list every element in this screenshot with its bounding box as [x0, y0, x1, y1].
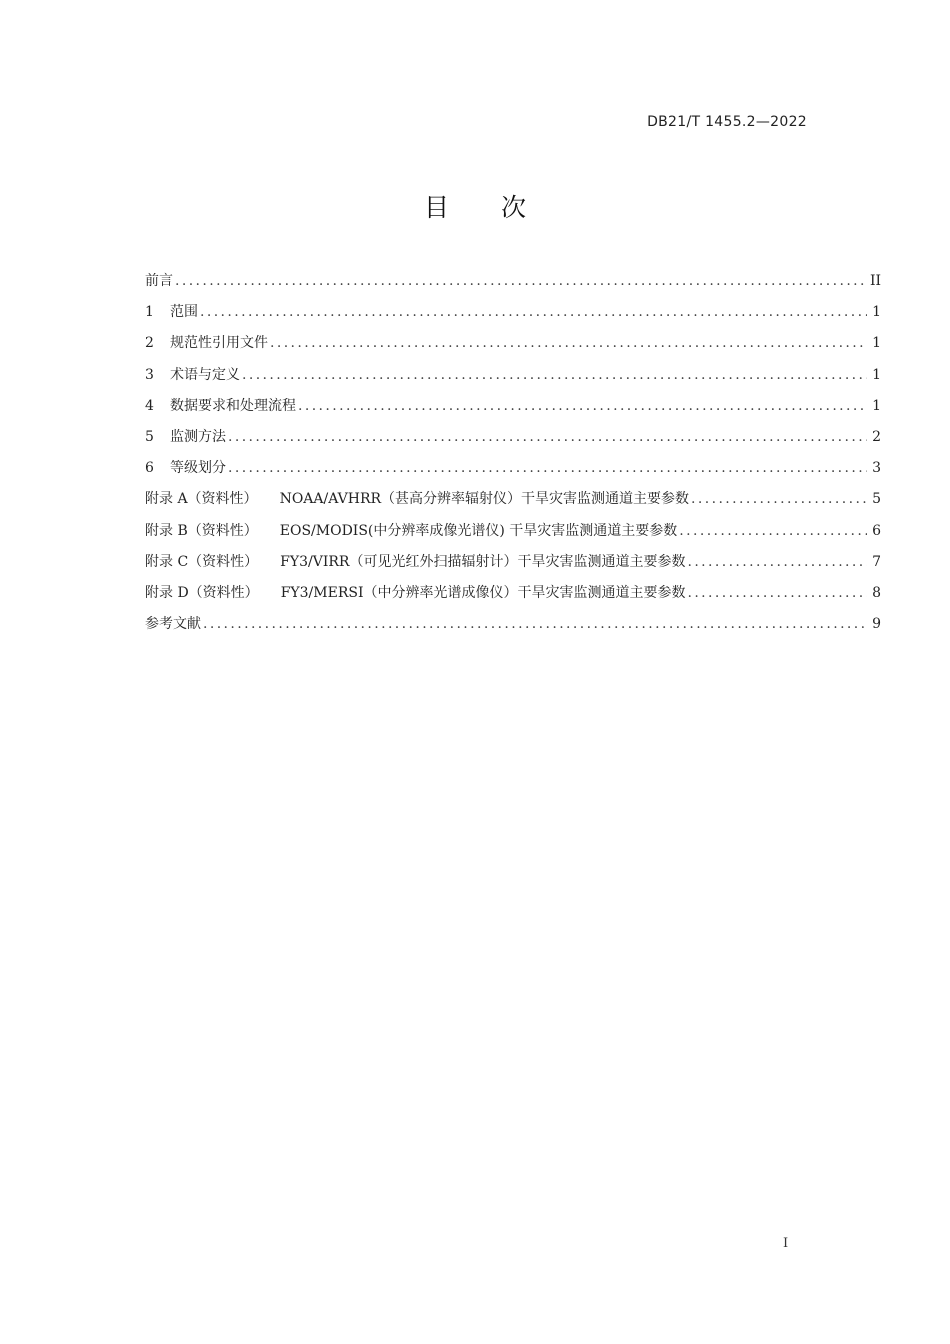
toc-entry-subtitle: NOAA/AVHRR（甚高分辨率辐射仪）干旱灾害监测通道主要参数: [279, 491, 690, 508]
toc-entry-label: 监测方法: [170, 428, 226, 445]
toc-entry-monitoring-methods[interactable]: [145, 422, 881, 453]
toc-entry-scope[interactable]: [145, 297, 881, 328]
toc-entry-label: 附录 D（资料性）: [145, 584, 259, 601]
toc-entry-number: 1: [145, 304, 154, 321]
toc-dot-leader: [687, 578, 867, 609]
toc-entry-number: 3: [145, 366, 154, 383]
toc-dot-leader: [203, 609, 867, 640]
toc-entry-label: 参考文献: [145, 616, 201, 633]
table-of-contents: [145, 266, 881, 640]
toc-dot-leader: [691, 484, 867, 515]
toc-entry-page: 1: [872, 366, 881, 383]
toc-entry-label: 附录 B（资料性）: [145, 522, 258, 539]
toc-entry-number: 5: [145, 428, 154, 445]
toc-dot-leader: [270, 328, 867, 359]
toc-entry-appendix-d[interactable]: [145, 578, 881, 609]
toc-dot-leader: [298, 391, 867, 422]
toc-entry-appendix-b[interactable]: [145, 516, 881, 547]
toc-entry-label: 规范性引用文件: [170, 335, 268, 352]
toc-entry-page: 6: [872, 522, 881, 539]
toc-entry-label: 数据要求和处理流程: [170, 397, 296, 414]
toc-entry-spacer: [258, 547, 280, 578]
toc-entry-page: 9: [872, 616, 881, 633]
toc-entry-page: 1: [872, 397, 881, 414]
toc-entry-label: 附录 A（资料性）: [145, 491, 258, 508]
toc-entry-subtitle: FY3/MERSI（中分辨率光谱成像仪）干旱灾害监测通道主要参数: [280, 584, 686, 601]
toc-entry-normative-references[interactable]: [145, 328, 881, 359]
toc-entry-page: 8: [872, 584, 881, 601]
toc-dot-leader: [687, 547, 867, 578]
toc-entry-foreword[interactable]: [145, 266, 881, 297]
toc-entry-number: 6: [145, 460, 154, 477]
toc-entry-bibliography[interactable]: [145, 609, 881, 640]
toc-entry-appendix-a[interactable]: [145, 484, 881, 515]
toc-dot-leader: [228, 422, 867, 453]
toc-entry-spacer: [258, 484, 280, 515]
toc-entry-page: 1: [872, 335, 881, 352]
toc-entry-data-requirements[interactable]: [145, 391, 881, 422]
toc-entry-page: 7: [872, 553, 881, 570]
toc-entry-label: 附录 C（资料性）: [145, 553, 259, 570]
page-title: 目 次: [424, 193, 548, 222]
document-code: DB21/T 1455.2—2022: [647, 114, 807, 130]
toc-entry-spacer: [258, 516, 280, 547]
toc-dot-leader: [679, 516, 867, 547]
toc-dot-leader: [175, 266, 866, 297]
toc-dot-leader: [242, 360, 867, 391]
toc-entry-subtitle: FY3/VIRR（可见光红外扫描辐射计）干旱灾害监测通道主要参数: [280, 553, 686, 570]
toc-entry-number: 2: [145, 335, 154, 352]
toc-entry-label: 等级划分: [170, 460, 226, 477]
toc-entry-label: 前言: [145, 273, 173, 289]
toc-dot-leader: [228, 453, 867, 484]
toc-entry-spacer: [259, 578, 281, 609]
toc-entry-terms-definitions[interactable]: [145, 360, 881, 391]
toc-entry-page: 1: [872, 304, 881, 321]
toc-entry-grade-classification[interactable]: [145, 453, 881, 484]
toc-entry-appendix-c[interactable]: [145, 547, 881, 578]
page-number: I: [783, 1236, 789, 1251]
toc-entry-label: 术语与定义: [170, 366, 240, 383]
toc-entry-number: 4: [145, 397, 154, 414]
toc-entry-page: 3: [872, 460, 881, 477]
toc-entry-page: 2: [872, 428, 881, 445]
toc-entry-page: II: [869, 273, 881, 289]
toc-entry-subtitle: EOS/MODIS(中分辨率成像光谱仪) 干旱灾害监测通道主要参数: [279, 522, 678, 539]
toc-dot-leader: [200, 297, 867, 328]
toc-entry-label: 范围: [170, 304, 198, 321]
toc-entry-page: 5: [872, 491, 881, 508]
